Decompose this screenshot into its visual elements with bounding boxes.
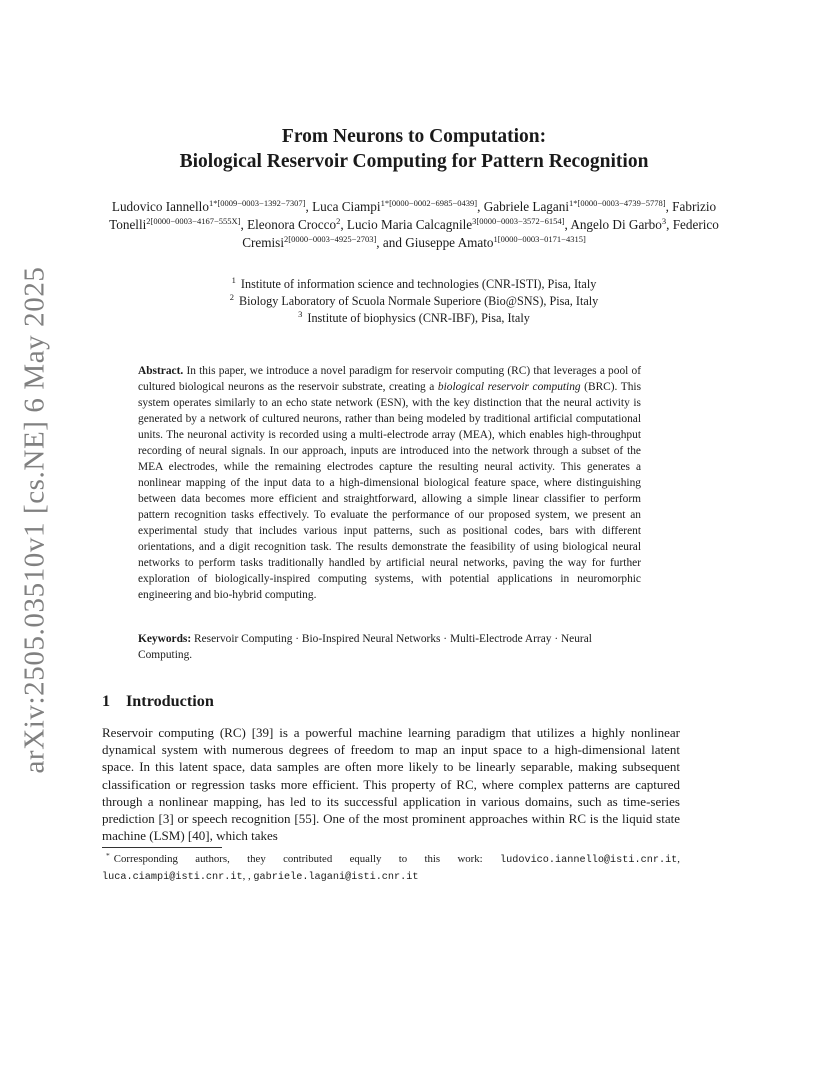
- arxiv-identifier: arXiv:2505.03510v1 [cs.NE] 6 May 2025: [18, 266, 51, 774]
- author-affiliation: 2[0000−0003−4925−2703]: [283, 234, 377, 244]
- affiliation: $^3$ Institute of biophysics (CNR-IBF), Pisa, Italy: [298, 309, 530, 325]
- author: Angelo Di Garbo$^3$,: [570, 216, 673, 232]
- author: Fabrizio Tonelli$^{2[0000-0003-4167-555X]}$,: [109, 199, 717, 232]
- footnote-mark: *: [106, 851, 110, 860]
- abstract-emphasis: biological reservoir computing: [437, 381, 581, 393]
- author-affiliation: 2[0000−0003−4167−555X]: [146, 216, 241, 226]
- keywords: [138, 631, 641, 663]
- keywords-text: Reservoir Computing · Bio-Inspired Neural Networks · Multi-Electrode Array · Neural Computing.: [138, 633, 592, 661]
- section-title: Introduction: [126, 692, 214, 710]
- author: Federico Cremisi$^{2[0000-0003-4925-2703]}$,: [242, 217, 719, 250]
- abstract: [138, 363, 641, 603]
- author: Eleonora Crocco$^2$,: [247, 216, 347, 232]
- author-affiliation: 2: [336, 216, 341, 226]
- abstract-text-cont: (BRC). This system operates similarly to an echo state network (ESN), with the key distinction that the neural activity is generated by a network of cultured neurons, rather than being modeled by traditional artificial computational units. The neuronal activity is recorded using a multi-electrode array (MEA), which enables high-throughput recording of neural signals. In our approach, inputs are introduced into the network through a subset of the MEA electrodes, while the remaining electrodes capture the resulting neural activity. This generates a nonlinear mapping of the input data to a high-dimensional biological feature space, where distinguishing between data becomes more efficient and straightforward, allowing a simple linear classifier to perform pattern recognition tasks effectively. To evaluate the performance of our proposed system, we present an experimental study that includes various input patterns, such as positional codes, bars with different orientations, and a digit recognition task. The results demonstrate the feasibility of using biological neural networks to perform tasks traditionally handled by artificial neural networks, paving the way for further exploration of biologically-inspired computing systems, with potential applications in neuromorphic engineering and bio-hybrid computing.: [138, 381, 642, 601]
- email-link[interactable]: ludovico.iannello@isti.cnr.it: [500, 855, 678, 866]
- author-list: [100, 198, 728, 252]
- paper-title-line2: Biological Reservoir Computing for Pattern Recognition: [179, 151, 649, 172]
- footnote-rule: [102, 847, 222, 848]
- email-link[interactable]: gabriele.lagani@isti.cnr.it: [253, 871, 419, 883]
- abstract-label: Abstract.: [138, 365, 184, 377]
- author-affiliation: 1*[0000−0003−4739−5778]: [569, 198, 666, 208]
- author: Ludovico Iannello$^{1*[0009-0003-1392-7307]}$,: [111, 198, 313, 214]
- affiliation-list: [0, 276, 828, 327]
- author-affiliation: 1*[0000−0002−6985−0439]: [380, 198, 478, 208]
- affiliation: $^2$ Biology Laboratory of Scuola Normale Superiore (Bio@SNS), Pisa, Italy: [229, 292, 599, 308]
- author: Lucio Maria Calcagnile$^{3[0000-0003-3572-6154]}$,: [346, 216, 571, 232]
- affiliation: $^1$ Institute of information science and technologies (CNR-ISTI), Pisa, Italy: [231, 275, 597, 291]
- email-link[interactable]: luca.ciampi@isti.cnr.it: [102, 871, 243, 883]
- intro-paragraph: Reservoir computing (RC) [39] is a powerful machine learning paradigm that utilizes a highly nonlinear dynamical system with numerous degrees of freedom to map an input space to a high-dimensional latent space. In this latent space, data samples are often more likely to be linearly separable, making subsequent classification or regression tasks more efficient. This property of RC, where complex patterns are captured through a nonlinear mapping, has led to its successful application in various domains, such as time-series prediction [3] or speech recognition [55]. One of the most prominent approaches within RC is the liquid state machine (LSM) [40], which takes: [102, 725, 680, 844]
- paper-title-line1: From Neurons to Computation:: [281, 126, 547, 147]
- author: and Giuseppe Amato$^{1[0000-0003-0171-4315]}$: [382, 234, 586, 250]
- author: Luca Ciampi$^{1*[0000-0002-6985-0439]}$,: [312, 198, 484, 214]
- author-affiliation: 1*[0009−0003−1392−7307]: [208, 198, 306, 208]
- footnote: * Corresponding authors, they contributed equally to this work: ludovico.iannello@isti.cnr.it, luca.ciampi@isti.cnr.it, , gabriele.lagani@isti.cnr.it: [102, 851, 680, 883]
- author-affiliation: 3: [661, 216, 667, 226]
- footnote-text: Corresponding authors, they contributed equally to this work:: [113, 853, 500, 865]
- keywords-label: Keywords:: [138, 633, 192, 645]
- abstract-text: In this paper, we introduce a novel paradigm for reservoir computing (RC) that leverages a pool of cultured biological neurons as the reservoir substrate, creating a: [138, 365, 641, 393]
- section-number: 1: [102, 692, 111, 710]
- section-heading: [102, 690, 214, 712]
- arxiv-watermark: [8, 266, 62, 774]
- author-affiliation: 3[0000−0003−3572−6154]: [472, 216, 565, 226]
- author: Gabriele Lagani$^{1*[0000-0003-4739-5778]}$,: [483, 198, 673, 214]
- author-affiliation: 1[0000−0003−0171−4315]: [493, 234, 586, 244]
